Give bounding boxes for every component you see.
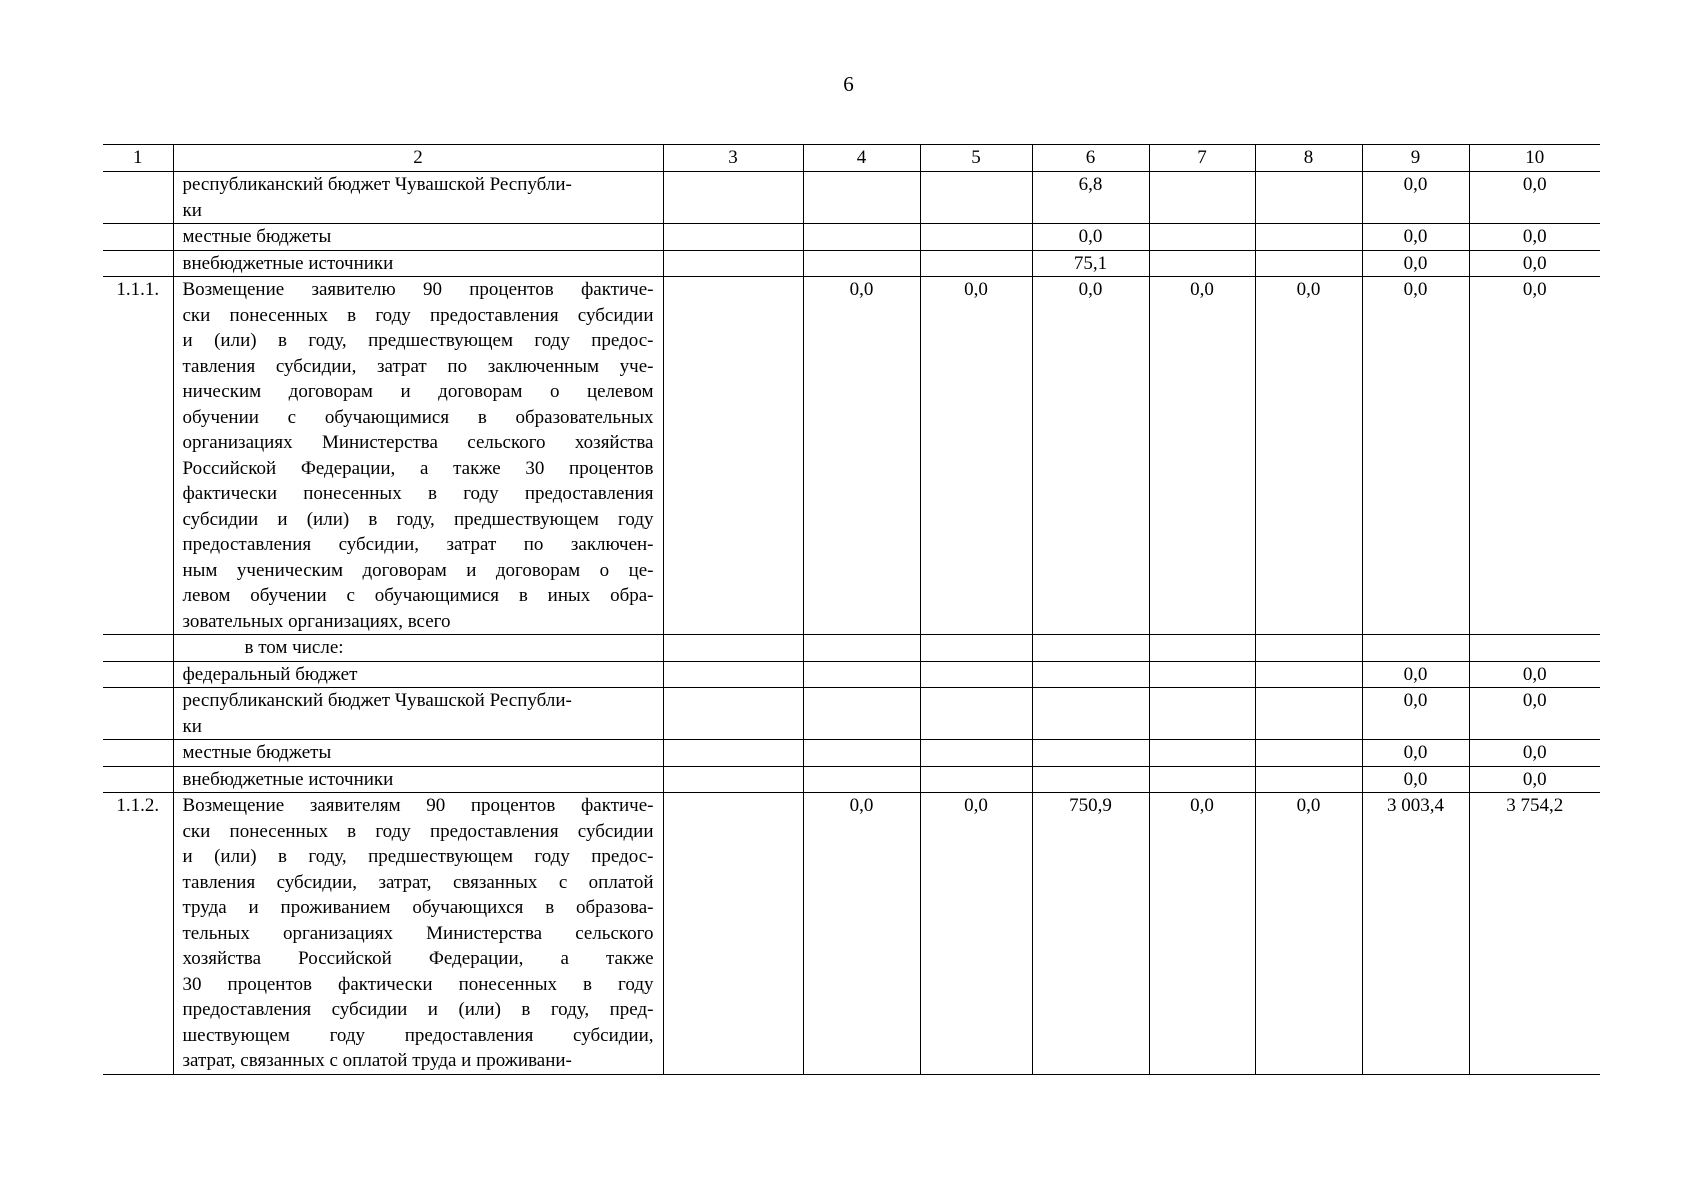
table-row [103,793,1600,1075]
description-cell [173,224,663,251]
value-cell-5 [920,635,1032,662]
value-cell-8 [1255,661,1362,688]
value-cell-8 [1255,172,1362,224]
value-cell-3 [663,250,803,277]
value-cell-10: 0,0 [1469,250,1600,277]
value-cell-8 [1255,224,1362,251]
description-line: хозяйства Российской Федерации, а также [182,948,654,969]
table-row [103,277,1600,635]
value-cell-9 [1362,635,1469,662]
description-line: субсидии и (или) в году, предшествующем году [182,508,654,530]
description-line: ным ученическим договорам и договорам о це- [182,559,654,581]
description-line: ски понесенных в году предоставления субсидии [182,820,654,842]
description-line: местные бюджеты [182,742,332,763]
value-cell-4: 0,0 [803,277,920,635]
table-row [103,635,1600,662]
value-cell-4 [803,661,920,688]
value-cell-7 [1149,766,1255,793]
value-cell-10: 0,0 [1469,172,1600,224]
value-cell-4 [803,250,920,277]
value-cell-4: 0,0 [803,793,920,1075]
value-cell-10: 3 754,2 [1469,793,1600,1075]
value-cell-7 [1149,635,1255,662]
value-cell-10 [1469,635,1600,662]
description-cell [173,250,663,277]
value-cell-7 [1149,250,1255,277]
value-cell-9: 0,0 [1362,740,1469,767]
column-header-7: 7 [1149,145,1255,172]
value-cell-10: 0,0 [1469,661,1600,688]
value-cell-7 [1149,688,1255,740]
value-cell-4 [803,635,920,662]
value-cell-6: 6,8 [1032,172,1149,224]
value-cell-5: 0,0 [920,793,1032,1075]
budget-table [103,144,1600,1075]
value-cell-6 [1032,740,1149,767]
description-line: обучении с обучающимися в образовательных [182,406,654,428]
table-row [103,740,1600,767]
value-cell-3 [663,688,803,740]
description-line: Российской Федерации, а также 30 процентов [182,457,654,479]
description-line: тавления субсидии, затрат, связанных с оплатой [182,871,654,893]
description-line: республиканский бюджет Чувашской Республи- [182,690,572,711]
value-cell-6: 0,0 [1032,224,1149,251]
value-cell-5 [920,766,1032,793]
column-header-2: 2 [173,145,663,172]
description-line: республиканский бюджет Чувашской Республи- [182,174,572,195]
value-cell-8 [1255,250,1362,277]
value-cell-5 [920,688,1032,740]
row-number-cell [103,688,173,740]
value-cell-7 [1149,740,1255,767]
value-cell-9: 0,0 [1362,224,1469,251]
value-cell-7: 0,0 [1149,793,1255,1075]
description-cell [173,661,663,688]
column-header-5: 5 [920,145,1032,172]
description-line: внебюджетные источники [182,252,394,274]
description-cell [173,740,663,767]
value-cell-6 [1032,635,1149,662]
table-row [103,688,1600,740]
value-cell-5 [920,740,1032,767]
value-cell-8 [1255,740,1362,767]
column-header-9: 9 [1362,145,1469,172]
table-body [103,145,1600,1075]
value-cell-4 [803,688,920,740]
value-cell-6: 75,1 [1032,250,1149,277]
description-line: 30 процентов фактически понесенных в году [182,973,654,995]
column-header-10: 10 [1469,145,1600,172]
description-line: и (или) в году, предшествующем году предос- [182,846,654,867]
value-cell-10: 0,0 [1469,224,1600,251]
value-cell-5 [920,224,1032,251]
value-cell-3 [663,793,803,1075]
value-cell-3 [663,277,803,635]
table-row [103,661,1600,688]
value-cell-9: 0,0 [1362,688,1469,740]
row-number-cell [103,635,173,662]
row-number-cell [103,250,173,277]
value-cell-5 [920,172,1032,224]
value-cell-5: 0,0 [920,277,1032,635]
value-cell-6: 750,9 [1032,793,1149,1075]
row-number-cell [103,172,173,224]
value-cell-3 [663,172,803,224]
column-header-6: 6 [1032,145,1149,172]
description-line: тельных организациях Министерства сельского [182,922,654,944]
value-cell-10: 0,0 [1469,766,1600,793]
value-cell-7 [1149,661,1255,688]
description-line: предоставления субсидии, затрат по заключен- [182,534,654,555]
value-cell-5 [920,250,1032,277]
value-cell-10: 0,0 [1469,740,1600,767]
value-cell-9: 0,0 [1362,250,1469,277]
description-cell [173,635,663,662]
row-number-cell [103,661,173,688]
value-cell-9: 0,0 [1362,661,1469,688]
value-cell-4 [803,740,920,767]
value-cell-8 [1255,766,1362,793]
table-row [103,172,1600,224]
description-line: шествующем году предоставления субсидии, [182,1024,654,1046]
value-cell-6 [1032,688,1149,740]
description-line: Возмещение заявителю 90 процентов фактиче- [182,279,654,300]
description-line: тавления субсидии, затрат по заключенным уче- [182,355,654,377]
description-line: ски понесенных в году предоставления субсидии [182,304,654,326]
table-row [103,250,1600,277]
description-line: затрат, связанных с оплатой труда и проживани- [182,1050,572,1071]
description-line: внебюджетные источники [182,768,394,790]
description-line: ки [182,715,202,737]
value-cell-7 [1149,224,1255,251]
description-cell [173,172,663,224]
value-cell-6 [1032,766,1149,793]
description-line: труда и проживанием обучающихся в образова- [182,897,654,918]
value-cell-3 [663,661,803,688]
value-cell-3 [663,635,803,662]
description-line: организациях Министерства сельского хозяйства [182,432,654,453]
value-cell-9: 0,0 [1362,766,1469,793]
column-header-3: 3 [663,145,803,172]
row-number-cell: 1.1.1. [103,277,173,635]
description-line: предоставления субсидии и (или) в году, пред- [182,999,654,1020]
value-cell-7: 0,0 [1149,277,1255,635]
row-number-cell: 1.1.2. [103,793,173,1075]
value-cell-6: 0,0 [1032,277,1149,635]
value-cell-4 [803,172,920,224]
value-cell-7 [1149,172,1255,224]
value-cell-4 [803,224,920,251]
description-line: ки [182,199,202,221]
value-cell-5 [920,661,1032,688]
row-number-cell [103,740,173,767]
description-cell [173,277,663,635]
description-line: Возмещение заявителям 90 процентов фактиче- [182,795,654,816]
value-cell-8: 0,0 [1255,277,1362,635]
value-cell-9: 0,0 [1362,172,1469,224]
value-cell-10: 0,0 [1469,277,1600,635]
value-cell-8: 0,0 [1255,793,1362,1075]
description-line: зовательных организациях, всего [182,610,451,632]
page-number: 6 [843,72,854,96]
description-line: левом обучении с обучающимися в иных обра- [182,585,654,606]
column-header-8: 8 [1255,145,1362,172]
value-cell-9: 3 003,4 [1362,793,1469,1075]
row-number-cell [103,766,173,793]
description-line: фактически понесенных в году предоставления [182,483,654,504]
table-row [103,224,1600,251]
value-cell-8 [1255,688,1362,740]
column-number-row [103,145,1600,172]
value-cell-4 [803,766,920,793]
value-cell-6 [1032,661,1149,688]
description-cell [173,766,663,793]
table-row [103,766,1600,793]
description-line: и (или) в году, предшествующем году предос- [182,330,654,351]
description-line: федеральный бюджет [182,663,358,685]
description-cell [173,688,663,740]
value-cell-3 [663,224,803,251]
description-line: местные бюджеты [182,226,332,247]
row-number-cell [103,224,173,251]
description-cell [173,793,663,1075]
value-cell-8 [1255,635,1362,662]
value-cell-9: 0,0 [1362,277,1469,635]
column-header-1: 1 [103,145,173,172]
value-cell-3 [663,740,803,767]
column-header-4: 4 [803,145,920,172]
description-line: в том числе: [244,637,344,658]
value-cell-3 [663,766,803,793]
value-cell-10: 0,0 [1469,688,1600,740]
description-line: ническим договорам и договорам о целевом [182,381,654,402]
